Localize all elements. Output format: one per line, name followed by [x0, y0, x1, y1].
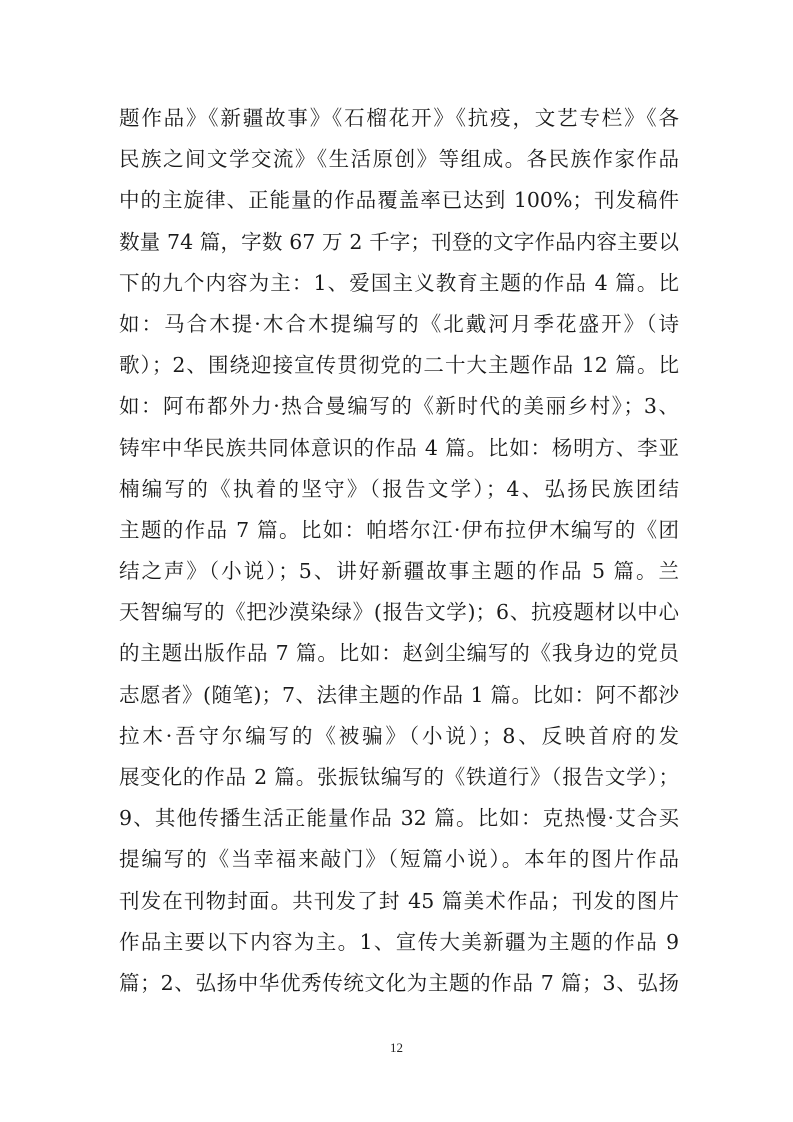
text-line: 提编写的《当幸福来敲门》（短篇小说）。本年的图片作品 — [119, 847, 679, 872]
text-line: 的主题出版作品 7 篇。比如：赵剑尘编写的《我身边的党员 — [119, 641, 679, 666]
text-line: 刊发在刊物封面。共刊发了封 45 篇美术作品；刊发的图片 — [119, 888, 679, 913]
text-line: 作品主要以下内容为主。1、宣传大美新疆为主题的作品 9 — [119, 929, 679, 954]
text-line: 如：马合木提·木合木提编写的《北戴河月季花盛开》（诗 — [119, 311, 679, 336]
text-line: 楠编写的《执着的坚守》（报告文学）；4、弘扬民族团结 — [119, 476, 679, 501]
text-line: 如：阿布都外力·热合曼编写的《新时代的美丽乡村》；3、 — [119, 394, 679, 419]
text-line: 民族之间文学交流》《生活原创》等组成。各民族作家作品 — [119, 147, 679, 172]
text-line: 9、其他传播生活正能量作品 32 篇。比如：克热慢·艾合买 — [119, 806, 679, 831]
text-line: 志愿者》(随笔)；7、法律主题的作品 1 篇。比如：阿不都沙 — [119, 682, 679, 707]
text-line: 篇；2、弘扬中华优秀传统文化为主题的作品 7 篇；3、弘扬 — [119, 970, 679, 995]
text-line: 歌）；2、围绕迎接宣传贯彻党的二十大主题作品 12 篇。比 — [119, 353, 679, 378]
text-line: 主题的作品 7 篇。比如：帕塔尔江·伊布拉伊木编写的《团 — [119, 517, 679, 542]
page-number: 12 — [390, 1040, 403, 1055]
text-line: 展变化的作品 2 篇。张振钛编写的《铁道行》（报告文学）； — [119, 765, 679, 789]
text-line: 拉木·吾守尔编写的《被骗》（小说）；8、反映首府的发 — [119, 723, 679, 748]
text-line: 题作品》《新疆故事》《石榴花开》《抗疫，文艺专栏》《各 — [119, 106, 679, 130]
text-line: 数量 74 篇，字数 67 万 2 千字；刊登的文字作品内容主要以 — [119, 229, 679, 254]
text-line: 铸牢中华民族共同体意识的作品 4 篇。比如：杨明方、李亚 — [119, 435, 679, 460]
text-line: 下的九个内容为主：1、爱国主义教育主题的作品 4 篇。比 — [119, 270, 679, 295]
text-line: 天智编写的《把沙漠染绿》(报告文学)；6、抗疫题材以中心 — [119, 600, 679, 625]
text-line: 中的主旋律、正能量的作品覆盖率已达到 100%；刊发稿件 — [119, 188, 679, 213]
text-line: 结之声》（小说）；5、讲好新疆故事主题的作品 5 篇。兰 — [119, 559, 679, 584]
body-text — [119, 98, 679, 1004]
